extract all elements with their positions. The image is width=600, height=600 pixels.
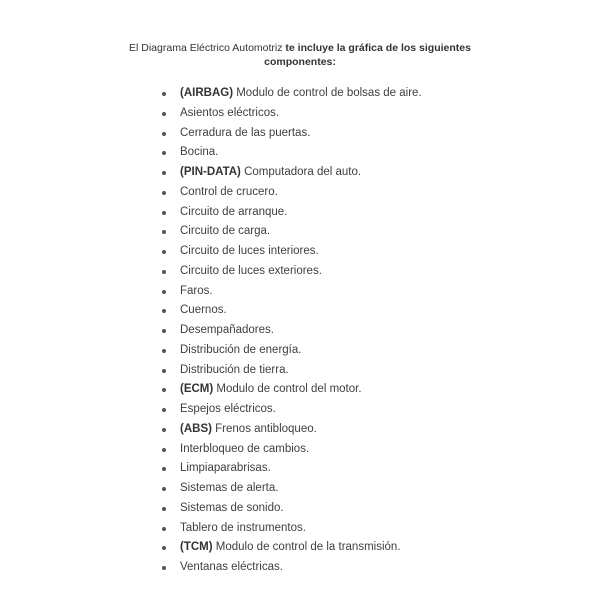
list-item-text [180, 143, 218, 163]
bullet-icon [162, 290, 166, 294]
list-item-text [180, 262, 322, 282]
list-item-label: Sistemas de sonido. [180, 501, 284, 514]
list-item-text [180, 479, 278, 499]
list-item [0, 459, 600, 479]
list-item-text [180, 124, 310, 144]
bullet-icon [162, 309, 166, 313]
bullet-icon [162, 507, 166, 511]
list-item-label: Interbloqueo de cambios. [180, 442, 310, 455]
list-item [0, 301, 600, 321]
list-item-label: Cuernos. [180, 304, 227, 317]
list-item-label: Limpiaparabrisas. [180, 462, 271, 475]
list-item [0, 282, 600, 302]
bullet-icon [162, 250, 166, 254]
list-item-label: Espejos eléctricos. [180, 403, 276, 415]
list-item-label: Circuito de carga. [180, 225, 271, 238]
list-item-acronym: (TCM) [180, 541, 213, 554]
bullet-icon [162, 546, 166, 550]
list-item [0, 124, 600, 144]
list-item-text [180, 361, 289, 381]
list-item-text [180, 519, 306, 539]
bullet-icon [162, 349, 166, 353]
list-item-text [180, 400, 276, 420]
list-item [0, 519, 600, 539]
list-item-text [180, 341, 301, 361]
list-item-label: Ventanas eléctricas. [180, 561, 283, 573]
list-item [0, 341, 600, 361]
bullet-icon [162, 191, 166, 195]
bullet-icon [162, 230, 166, 234]
list-item-label: Circuito de arranque. [180, 205, 288, 218]
list-item-label: Asientos eléctricos. [180, 106, 280, 119]
list-item [0, 203, 600, 223]
list-item [0, 143, 600, 163]
list-item-label: Computadora del auto. [240, 166, 362, 178]
bullet-icon [162, 448, 166, 452]
list-item-label: Circuito de luces exteriores. [180, 264, 322, 277]
list-item-label: Frenos antibloqueo. [211, 422, 317, 435]
list-item-label: Desempañadores. [180, 324, 274, 336]
list-item [0, 262, 600, 282]
list-item-label: Tablero de instrumentos. [180, 521, 306, 534]
list-item [0, 242, 600, 262]
list-item-text [180, 104, 279, 124]
list-item-acronym: (ABS) [180, 422, 212, 435]
list-item [0, 499, 600, 519]
list-item-text [180, 242, 319, 262]
list-item-text [180, 499, 284, 519]
list-item-text [180, 203, 287, 223]
list-item-label: Circuito de luces interiores. [180, 245, 319, 257]
list-item-text [180, 380, 362, 400]
list-item [0, 558, 600, 578]
bullet-icon [162, 329, 166, 333]
bullet-icon [162, 388, 166, 392]
list-item-text [180, 84, 422, 104]
list-item-label: Distribución de tierra. [180, 363, 289, 376]
list-item-text [180, 420, 317, 440]
list-item-text [180, 163, 361, 183]
list-item [0, 183, 600, 203]
bullet-icon [162, 92, 166, 96]
list-item-text [180, 183, 278, 203]
intro-paragraph [0, 41, 600, 69]
list-item [0, 400, 600, 420]
list-item-acronym: (ECM) [180, 383, 214, 396]
list-item-acronym: (PIN-DATA) [180, 166, 241, 178]
list-item [0, 84, 600, 104]
list-item [0, 479, 600, 499]
intro-line-1 [0, 41, 600, 55]
list-item [0, 380, 600, 400]
intro-bold-text: te incluye la gráfica de los siguientes [285, 42, 471, 54]
list-item [0, 163, 600, 183]
list-item-label: Control de crucero. [180, 185, 278, 198]
list-item [0, 222, 600, 242]
list-item [0, 321, 600, 341]
list-item [0, 420, 600, 440]
bullet-icon [162, 408, 166, 412]
bullet-icon [162, 487, 166, 491]
bullet-icon [162, 171, 166, 175]
component-list [0, 84, 600, 578]
bullet-icon [162, 369, 166, 373]
list-item-text [180, 538, 401, 558]
list-item-text [180, 440, 309, 460]
bullet-icon [162, 151, 166, 155]
intro-line-2: componentes: [264, 56, 336, 68]
list-item-label: Modulo de control de la transmisión. [212, 541, 401, 554]
list-item-text [180, 558, 283, 578]
list-item-text [180, 301, 227, 321]
list-item-label: Faros. [180, 284, 213, 297]
list-item [0, 538, 600, 558]
list-item-text [180, 321, 274, 341]
intro-normal-text: El Diagrama Eléctrico Automotriz [129, 42, 286, 54]
list-item-label: Modulo de control de bolsas de aire. [233, 87, 422, 99]
bullet-icon [162, 527, 166, 531]
list-item-label: Sistemas de alerta. [180, 482, 279, 494]
bullet-icon [162, 270, 166, 274]
list-item-label: Distribución de energía. [180, 343, 302, 356]
list-item-text [180, 222, 270, 242]
bullet-icon [162, 211, 166, 215]
bullet-icon [162, 112, 166, 116]
bullet-icon [162, 467, 166, 471]
bullet-icon [162, 428, 166, 432]
list-item-label: Modulo de control del motor. [213, 383, 362, 396]
list-item [0, 361, 600, 381]
list-item-text [180, 282, 213, 302]
list-item-label: Bocina. [180, 146, 219, 159]
bullet-icon [162, 566, 166, 570]
list-item-label: Cerradura de las puertas. [180, 126, 311, 139]
list-item [0, 440, 600, 460]
list-item [0, 104, 600, 124]
bullet-icon [162, 132, 166, 136]
list-item-text [180, 459, 271, 479]
list-item-acronym: (AIRBAG) [180, 87, 234, 99]
